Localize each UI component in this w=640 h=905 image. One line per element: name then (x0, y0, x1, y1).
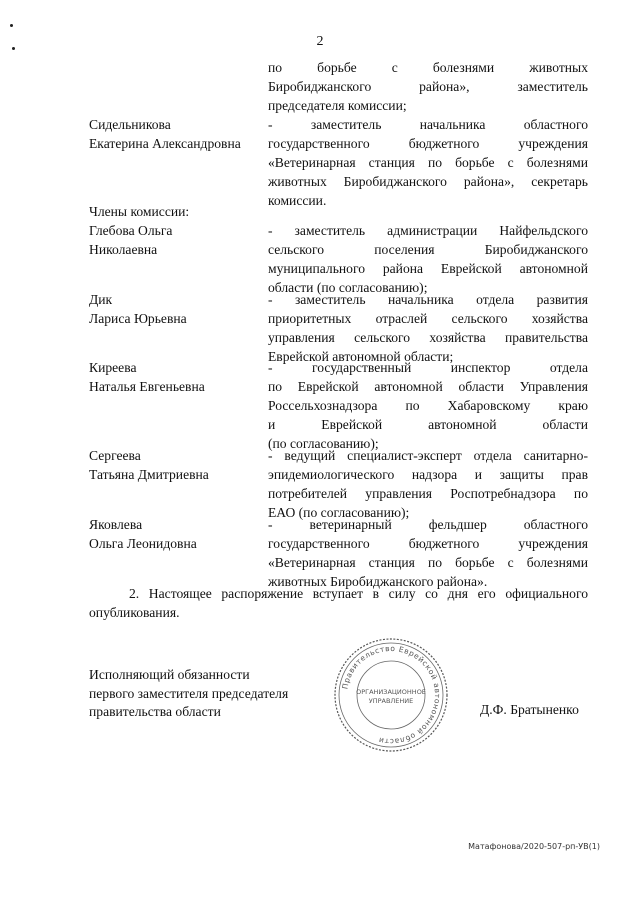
entry-role-line: - государственный инспектор отдела (268, 360, 588, 375)
signatory-title-line: правительства области (89, 704, 221, 719)
entry-3-role (268, 290, 588, 366)
entry-role-line: комиссии. (268, 193, 327, 208)
entry-role-line: по борьбе с болезнями животных (268, 60, 588, 75)
entry-role-line: государственного бюджетного учреждения (268, 536, 588, 551)
entry-role-line: и Еврейской автономной области (268, 417, 588, 432)
entry-name-line: Татьяна Дмитриевна (89, 467, 209, 482)
entry-role-line: по Еврейской автономной области Управления (268, 379, 588, 394)
entry-role-line: «Ветеринарная станция по борьбе с болезнями (268, 155, 588, 170)
entry-2-name (89, 202, 264, 259)
entry-role-line: государственного бюджетного учреждения (268, 136, 588, 151)
entry-role-line: - ветеринарный фельдшер областного (268, 517, 588, 532)
entry-role-line: животных Биробиджанского района». (268, 574, 488, 589)
entry-5-name (89, 446, 264, 484)
signatory-name: Д.Ф. Братыненко (480, 702, 579, 717)
official-stamp (332, 636, 450, 754)
signatory-title-line: первого заместителя председателя (89, 685, 289, 701)
entry-name-line: Ольга Леонидовна (89, 536, 197, 551)
signatory-title (89, 666, 319, 722)
entry-role-line: Еврейской автономной области; (268, 349, 454, 364)
entry-role-line: животных Биробиджанского района», секретарь (268, 174, 588, 189)
entry-role-line: председателя комиссии; (268, 98, 407, 113)
entry-4-name (89, 358, 264, 396)
entry-name-line: Николаевна (89, 242, 158, 257)
entry-5-role (268, 446, 588, 522)
entry-1-role (268, 115, 588, 210)
entry-role-line: области (по согласованию); (268, 280, 428, 295)
entry-role-line: муниципального района Еврейской автономной (268, 261, 588, 276)
entry-name-line: Екатерина Александровна (89, 136, 241, 151)
stamp-center-line-2: УПРАВЛЕНИЕ (368, 697, 414, 705)
entry-role-line: - заместитель начальника областного (268, 117, 588, 132)
entry-role-line: потребителей управления Роспотребнадзора по (268, 486, 588, 501)
entry-6-role (268, 515, 588, 591)
entry-name-line: Сергеева (89, 448, 141, 463)
entry-name-line: Лариса Юрьевна (89, 311, 187, 326)
entry-role-line: приоритетных отраслей сельского хозяйства (268, 311, 588, 326)
scan-speck (10, 24, 13, 27)
signatory-title-line: Исполняющий обязанности (89, 667, 250, 682)
entry-name-line: Яковлева (89, 517, 143, 532)
entry-name-line: Глебова Ольга (89, 223, 173, 238)
page-number: 2 (316, 34, 324, 49)
entry-3-name (89, 290, 264, 328)
entry-role-line: управления сельского хозяйства правительства (268, 330, 588, 345)
entry-name-line: Члены комиссии: (89, 204, 190, 219)
entry-4-role (268, 358, 588, 453)
entry-1-name (89, 115, 264, 153)
entry-role-line: - заместитель администрации Найфельдского (268, 223, 588, 238)
entry-name-line: Сидельникова (89, 117, 171, 132)
entry-0-role (268, 58, 588, 115)
entry-role-line: - ведущий специалист-эксперт отдела санитарно- (268, 448, 588, 463)
entry-6-name (89, 515, 264, 553)
entry-role-line: сельского поселения Биробиджанского (268, 242, 588, 257)
entry-name-line: Наталья Евгеньевна (89, 379, 205, 394)
document-reference: Матафонова/2020-507-рп-УВ(1) (468, 842, 600, 851)
entry-role-line: ЕАО (по согласованию); (268, 505, 410, 520)
stamp-center-line-1: ОРГАНИЗАЦИОННОЕ (356, 688, 426, 696)
entry-role-line: (по согласованию); (268, 436, 379, 451)
entry-role-line: эпидемиологического надзора и защиты прав (268, 467, 588, 482)
entry-role-line: - заместитель начальника отдела развития (268, 292, 588, 307)
entry-name-line: Дик (89, 292, 113, 307)
entry-role-line: Россельхознадзора по Хабаровскому краю (268, 398, 588, 413)
entry-name-line: Киреева (89, 360, 137, 375)
entry-role-line: Биробиджанского района», заместитель (268, 79, 588, 94)
stamp-ring-text: Правительство Еврейской автономной области (340, 643, 443, 747)
entry-role-line: «Ветеринарная станция по борьбе с болезнями (268, 555, 588, 570)
closing-paragraph: 2. Настоящее распоряжение вступает в силу со дня его официального опубликования. (89, 586, 588, 620)
entry-2-role (268, 221, 588, 297)
